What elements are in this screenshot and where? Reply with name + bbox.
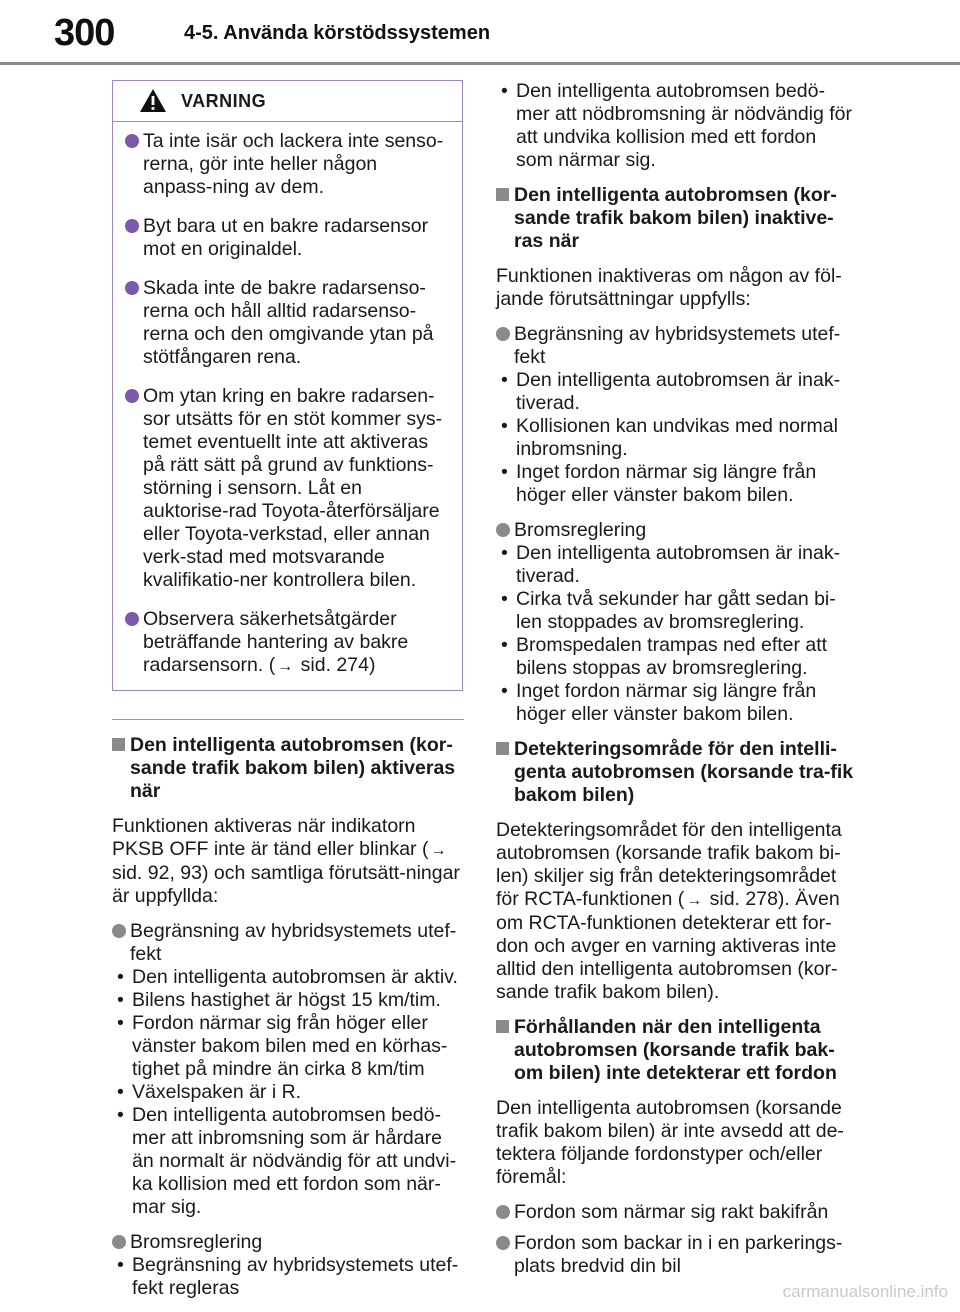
list-item: • Den intelligenta autobromsen bedö-mer att inbromsning som är hårdare än normalt är nödvändig för att undvi-ka kollision med ett fordon som när-mar sig. (112, 1104, 464, 1219)
list-item: • Den intelligenta autobromsen är inak-tiverad. (496, 542, 854, 588)
warning-item-text: Observera säkerhetsåtgärder beträffande hantering av bakre radarsensorn. ( (143, 608, 409, 676)
heading-text: Den intelligenta autobromsen (kor-sande trafik bakom bilen) aktiveras när (130, 734, 456, 802)
bullet-dot-icon (125, 281, 139, 295)
bullet-list (112, 966, 464, 1219)
condition-item (496, 323, 854, 369)
square-bullet-icon (496, 1020, 509, 1033)
item-text: Fordon som backar in i en parkerings-plats bredvid din bil (514, 1232, 843, 1277)
warning-item (125, 608, 448, 678)
section-heading (496, 184, 854, 253)
bullet-dot-icon (496, 1205, 510, 1219)
warning-item (125, 215, 448, 261)
section-heading (496, 738, 854, 807)
list-item: • Bromspedalen trampas ned efter att bilens stoppas av bromsreglering. (496, 634, 854, 680)
page-reference-link[interactable]: sid. 92, 93) och samtliga förutsätt-ningar är uppfyllda: (112, 862, 460, 907)
condition-text: Begränsning av hybridsystemets utef-fekt (514, 323, 841, 368)
list-item: • Bilens hastighet är högst 15 km/tim. (112, 989, 464, 1012)
heading-text: Den intelligenta autobromsen (kor-sande trafik bakom bilen) inaktive-ras när (514, 184, 837, 252)
warning-item-text: Skada inte de bakre radarsenso-rerna och håll alltid radarsenso-rerna och den omgivande ytan på stötfångaren rena. (143, 277, 434, 368)
warning-title: VARNING (181, 91, 267, 111)
paragraph (496, 819, 854, 1004)
list-item: • Inget fordon närmar sig längre från höger eller vänster bakom bilen. (496, 680, 854, 726)
square-bullet-icon (112, 738, 125, 751)
list-item: • Kollisionen kan undvikas med normal inbromsning. (496, 415, 854, 461)
paragraph: Den intelligenta autobromsen (korsande trafik bakom bilen) är inte avsedd att de-tektera följande fordonstyper och/eller föremål: (496, 1097, 844, 1188)
bullet-dot-icon (496, 523, 510, 537)
bullet-dot-icon (125, 389, 139, 403)
warning-box (112, 80, 463, 691)
section-heading (112, 734, 464, 803)
page-number: 300 (54, 12, 115, 54)
page-header (0, 0, 960, 66)
section-divider (112, 719, 464, 720)
bullet-dot-icon (125, 612, 139, 626)
warning-item (125, 130, 448, 199)
arrow-icon: → (277, 658, 294, 675)
list-item (496, 1232, 854, 1278)
page-reference-link[interactable]: sid. 278). Även om RCTA-funktionen detekterar ett for-don och avger en varning aktiveras inte alltid den intelligenta autobromsen (kor-sande trafik bakom bilen). (496, 888, 840, 1003)
page-reference-link[interactable]: sid. 274) (295, 654, 376, 676)
bullet-list (496, 80, 854, 172)
warning-item (125, 277, 448, 369)
warning-item (125, 385, 448, 592)
header-divider (0, 62, 960, 65)
left-column (112, 80, 464, 1312)
list-item (496, 1201, 854, 1224)
bullet-dot-icon (496, 327, 510, 341)
arrow-icon: → (430, 842, 447, 859)
list-item: • Begränsning av hybridsystemets utef-fekt regleras (112, 1254, 464, 1300)
bullet-list (112, 1254, 464, 1300)
bullet-dot-icon (496, 1236, 510, 1250)
warning-triangle-icon (139, 88, 167, 113)
paragraph-text: Detekteringsområdet för den intelligenta autobromsen (korsande trafik bakom bi-len) skiljer sig från detekteringsområdet för RCTA-funktionen ( (496, 819, 842, 910)
bullet-dot-icon (112, 924, 126, 938)
paragraph: Funktionen inaktiveras om någon av föl-jande förutsättningar uppfylls: (496, 265, 842, 310)
heading-text: Förhållanden när den intelligenta autobromsen (korsande trafik bak-om bilen) inte detekterar ett fordon (514, 1016, 837, 1084)
condition-text: Bromsreglering (514, 519, 647, 541)
warning-item-text: Om ytan kring en bakre radarsen-sor utsätts för en stöt kommer sys-temet eventuellt inte att aktiveras på rätt sätt på grund av funktions-störning i sensorn. Låt en auktorise-rad Toyota-återförsäljare eller Toyota-verkstad, eller annan verk-stad med motsvarande kvalifikatio-ner kontrollera bilen. (143, 385, 443, 591)
square-bullet-icon (496, 742, 509, 755)
list-item: • Fordon närmar sig från höger eller vänster bakom bilen med en körhas-tighet på mindre än cirka 8 km/tim (112, 1012, 464, 1081)
arrow-icon: → (686, 892, 703, 909)
watermark: carmanualsonline.info (782, 1282, 948, 1301)
list-item: • Inget fordon närmar sig längre från höger eller vänster bakom bilen. (496, 461, 854, 507)
right-column (496, 80, 854, 1278)
condition-text: Bromsreglering (130, 1231, 263, 1253)
list-item: • Växelspaken är i R. (112, 1081, 464, 1104)
condition-item (496, 519, 854, 542)
item-text: Fordon som närmar sig rakt bakifrån (514, 1201, 829, 1223)
bullet-dot-icon (125, 134, 139, 148)
warning-item-text: Byt bara ut en bakre radarsensor mot en originaldel. (143, 215, 429, 260)
condition-text: Begränsning av hybridsystemets utef-fekt (130, 920, 457, 965)
paragraph-text: Funktionen aktiveras när indikatorn PKSB OFF inte är tänd eller blinkar ( (112, 815, 429, 860)
square-bullet-icon (496, 188, 509, 201)
bullet-list (496, 369, 854, 507)
warning-item-text: Ta inte isär och lackera inte senso-rerna, gör inte heller någon anpass-ning av dem. (143, 130, 444, 198)
section-heading (496, 1016, 854, 1085)
bullet-dot-icon (125, 219, 139, 233)
bullet-list (496, 542, 854, 726)
section-title: 4-5. Använda körstödssystemen (184, 22, 491, 44)
list-item: • Den intelligenta autobromsen är aktiv. (112, 966, 464, 989)
condition-item (112, 1231, 464, 1254)
warning-header (113, 81, 462, 122)
list-item: • Cirka två sekunder har gått sedan bi-len stoppades av bromsreglering. (496, 588, 854, 634)
condition-item (112, 920, 464, 966)
warning-body (113, 122, 462, 690)
paragraph (112, 815, 464, 908)
bullet-dot-icon (112, 1235, 126, 1249)
list-item: • Den intelligenta autobromsen bedö-mer att nödbromsning är nödvändig för att undvika kollision med ett fordon som närmar sig. (496, 80, 854, 172)
heading-text: Detekteringsområde för den intelli-genta autobromsen (korsande tra-fik bakom bilen) (514, 738, 854, 806)
list-item: • Den intelligenta autobromsen är inak-tiverad. (496, 369, 854, 415)
